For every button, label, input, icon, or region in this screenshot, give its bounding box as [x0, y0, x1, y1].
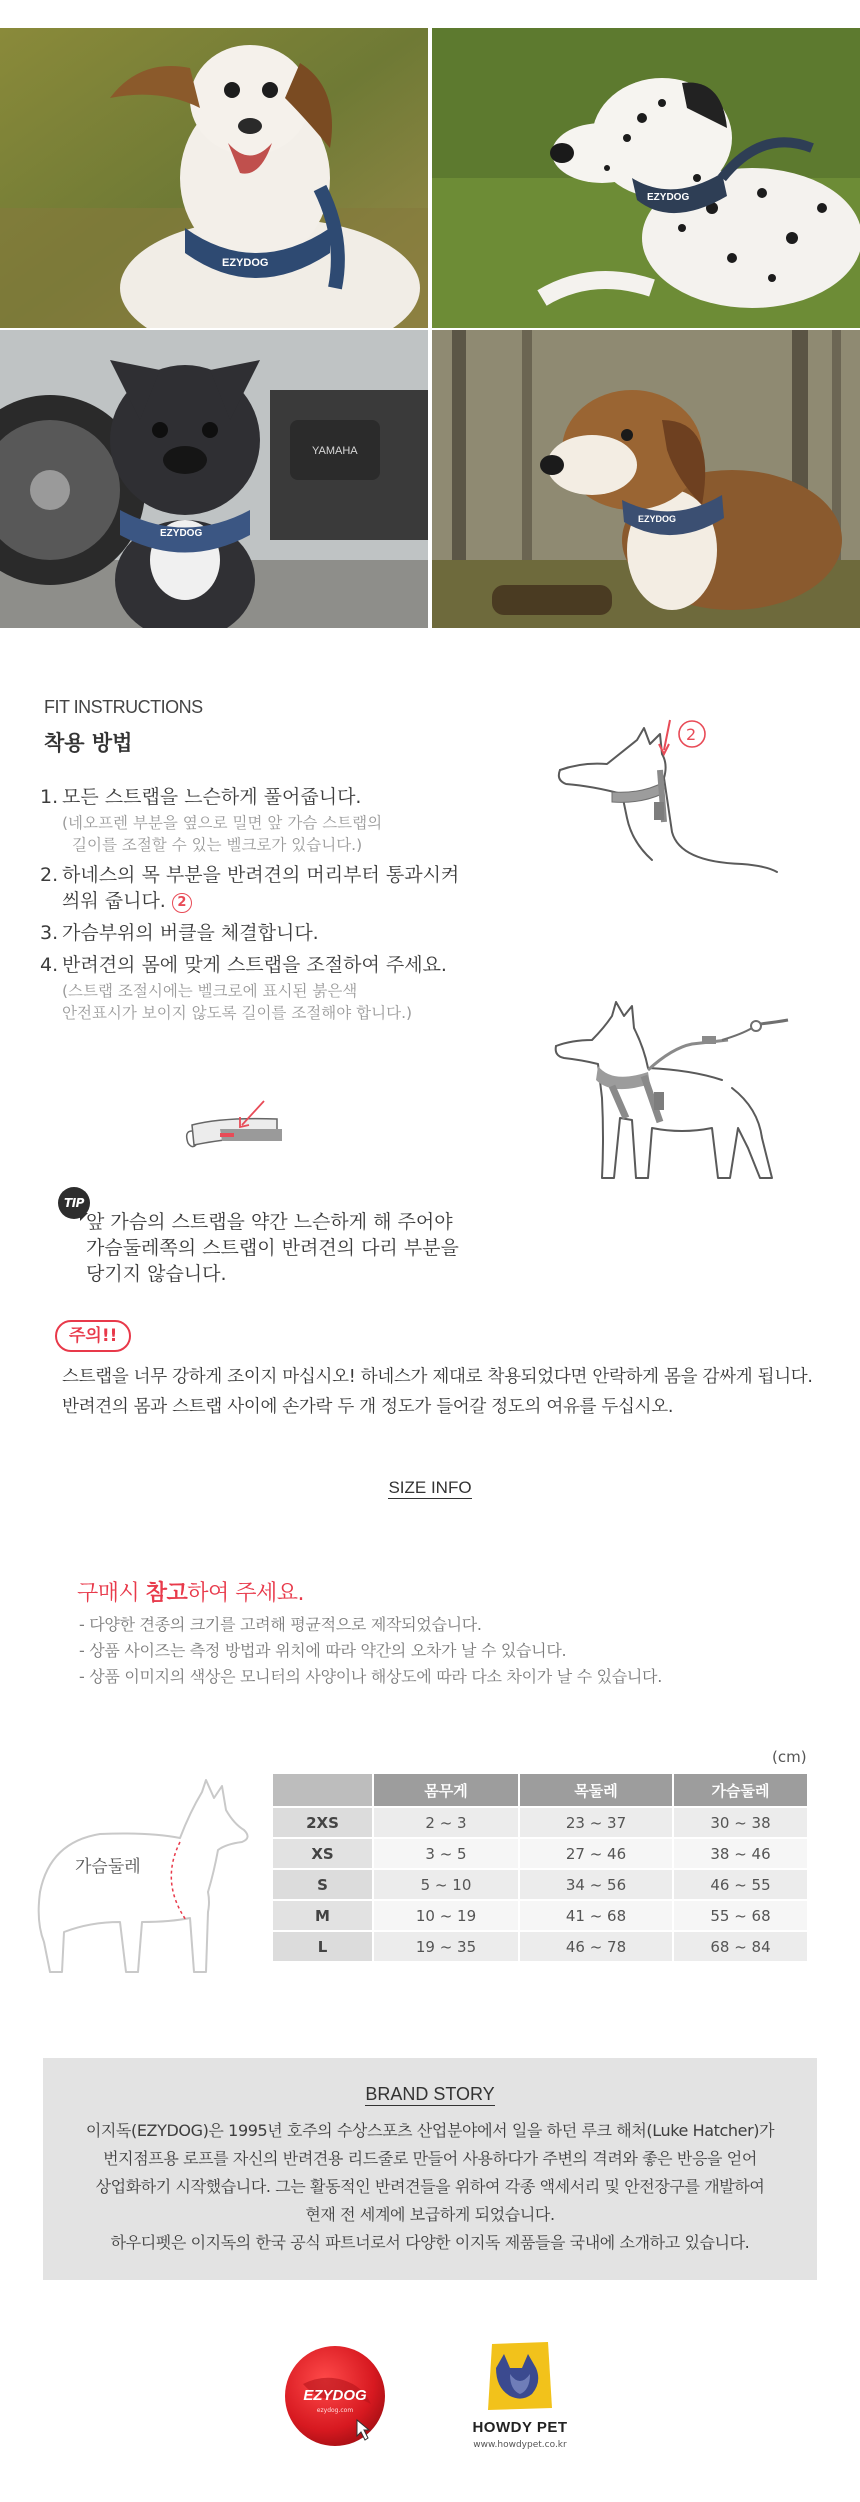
- photo-beagle-forest: [432, 330, 860, 628]
- tip-line: 당기지 않습니다.: [86, 1263, 227, 1285]
- neck-cell: 23 ~ 37: [519, 1807, 673, 1838]
- brand-story-line: 이지독(EZYDOG)은 1995년 호주의 수상스포츠 산업분야에서 일을 하던 루크 해처(Luke Hatcher)가: [85, 2121, 775, 2140]
- size-table-header-cell: [273, 1774, 373, 1807]
- fit-step-1: [40, 784, 560, 856]
- brand-story-line: 현재 전 세계에 보급하게 되었습니다.: [305, 2205, 555, 2224]
- fit-step-2: [40, 862, 560, 914]
- size-table-row: [273, 1838, 807, 1869]
- brand-story-line: 하우디펫은 이지독의 한국 공식 파트너로서 다양한 이지독 제품들을 국내에 소개하고 있습니다.: [110, 2233, 750, 2252]
- size-cell: XS: [273, 1838, 373, 1869]
- ezydog-logo[interactable]: [283, 2344, 387, 2448]
- harness-brand-text-4: EZYDOG: [638, 514, 677, 524]
- notice-item: - 다양한 견종의 크기를 고려해 평균적으로 제작되었습니다.: [79, 1615, 482, 1634]
- strap-closeup-figure: [182, 1095, 302, 1165]
- tip-badge: TIP: [58, 1187, 90, 1219]
- size-info-heading-text: SIZE INFO: [388, 1478, 472, 1497]
- step-text: 반려견의 몸에 맞게 스트랩을 조절하여 주세요.: [62, 954, 447, 976]
- size-info-heading: [0, 1478, 860, 1498]
- brand-story-line: 상업화하기 시작했습니다. 그는 활동적인 반려견들을 위하여 각종 액세서리 및 안전장구를 개발하여: [95, 2177, 765, 2196]
- size-cell: 2XS: [273, 1807, 373, 1838]
- neck-cell: 27 ~ 46: [519, 1838, 673, 1869]
- brand-story-body: [43, 2117, 817, 2257]
- harness-brand-text-3: EZYDOG: [160, 528, 203, 539]
- step-marker-badge: 2: [172, 893, 192, 913]
- fit-instructions-title: 착용 방법: [44, 731, 133, 755]
- chest-girth-label: 가슴둘레: [75, 1857, 141, 1877]
- step-number: 1.: [40, 786, 59, 808]
- neck-cell: 41 ~ 68: [519, 1900, 673, 1931]
- figure-marker-number: 2: [686, 725, 697, 744]
- brand-story-title: [43, 2084, 817, 2105]
- size-table: [273, 1774, 807, 1963]
- step-text: 모든 스트랩을 느슨하게 풀어줍니다.: [62, 786, 362, 808]
- chest-cell: 55 ~ 68: [673, 1900, 807, 1931]
- step-text: 하네스의 목 부분을 반려견의 머리부터 통과시켜: [62, 864, 460, 886]
- ezydog-logo-subtext: ezydog.com: [316, 2407, 354, 2414]
- harness-brand-text: EZYDOG: [222, 257, 269, 269]
- size-table-row: [273, 1900, 807, 1931]
- photo-dog-grass: [0, 28, 428, 328]
- neck-cell: 46 ~ 78: [519, 1931, 673, 1962]
- weight-cell: 19 ~ 35: [373, 1931, 519, 1962]
- size-cell: M: [273, 1900, 373, 1931]
- notice-title-part: 구매시: [77, 1581, 146, 1606]
- chest-measure-figure: [30, 1772, 260, 1982]
- size-table-row: [273, 1931, 807, 1962]
- size-table-header-cell: 가슴둘레: [673, 1774, 807, 1807]
- howdypet-url[interactable]: www.howdypet.co.kr: [473, 2440, 567, 2450]
- chest-cell: 38 ~ 46: [673, 1838, 807, 1869]
- brand-story-box: [43, 2058, 817, 2280]
- step-note-line: (네오프렌 부분을 옆으로 밀면 앞 가슴 스트랩의: [62, 814, 383, 832]
- step-note-line: 안전표시가 보이지 않도록 길이를 조절해야 합니다.): [62, 1004, 413, 1022]
- brand-story-title-text: BRAND STORY: [365, 2084, 495, 2104]
- size-table-header-row: [273, 1774, 807, 1807]
- size-table-row: [273, 1869, 807, 1900]
- howdypet-logo[interactable]: [470, 2338, 570, 2470]
- tip-line: 앞 가슴의 스트랩을 약간 느슨하게 해 주어야: [86, 1211, 453, 1233]
- howdypet-name: HOWDY PET: [472, 2419, 568, 2436]
- size-cell: L: [273, 1931, 373, 1962]
- step-note-line: 길이를 조절할 수 있는 벨크로가 있습니다.): [72, 836, 363, 854]
- brand-story-line: 번지점프용 로프를 자신의 반려견용 리드줄로 만들어 사용하다가 주변의 격려와 좋은 반응을 얻어: [103, 2149, 757, 2168]
- warning-line: 스트랩을 너무 강하게 조이지 마십시오! 하네스가 제대로 착용되었다면 안락하게 몸을 감싸게 됩니다.: [62, 1367, 813, 1387]
- warning-text: [62, 1362, 822, 1422]
- harness-brand-text-2: EZYDOG: [647, 192, 690, 203]
- purchase-notice-title: [77, 1576, 304, 1607]
- step-text: 가슴부위의 버클을 체결합니다.: [62, 922, 319, 944]
- purchase-notice-list: [79, 1612, 779, 1690]
- chest-cell: 30 ~ 38: [673, 1807, 807, 1838]
- notice-title-bold: 참고: [145, 1581, 188, 1606]
- warning-line: 반려견의 몸과 스트랩 사이에 손가락 두 개 정도가 들어갈 정도의 여유를 두십시오.: [62, 1397, 674, 1417]
- step-note-line: (스트랩 조절시에는 벨크로에 표시된 붉은색: [62, 982, 358, 1000]
- motorcycle-brand-text: YAMAHA: [312, 445, 358, 457]
- dog-body-figure: [552, 988, 792, 1188]
- size-table-header-cell: 몸무게: [373, 1774, 519, 1807]
- fit-instructions-eyebrow: FIT INSTRUCTIONS: [44, 697, 203, 717]
- tip-line: 가슴둘레쪽의 스트랩이 반려견의 다리 부분을: [86, 1237, 459, 1259]
- dog-head-figure: [552, 712, 792, 892]
- tip-text: [86, 1209, 506, 1287]
- weight-cell: 5 ~ 10: [373, 1869, 519, 1900]
- photo-bulldog-motorcycle: [0, 330, 428, 628]
- weight-cell: 3 ~ 5: [373, 1838, 519, 1869]
- step-text-continued: 씌워 줍니다.: [62, 890, 166, 912]
- chest-cell: 68 ~ 84: [673, 1931, 807, 1962]
- notice-item: - 상품 사이즈는 측정 방법과 위치에 따라 약간의 오차가 날 수 있습니다.: [79, 1641, 567, 1660]
- weight-cell: 2 ~ 3: [373, 1807, 519, 1838]
- size-cell: S: [273, 1869, 373, 1900]
- fit-step-4: [40, 952, 560, 1024]
- step-number: 4.: [40, 954, 59, 976]
- weight-cell: 10 ~ 19: [373, 1900, 519, 1931]
- product-photo-grid: [0, 28, 860, 628]
- unit-label: (cm): [772, 1748, 807, 1766]
- notice-item: - 상품 이미지의 색상은 모니터의 사양이나 해상도에 따라 다소 차이가 날 수 있습니다.: [79, 1667, 662, 1686]
- size-table-row: [273, 1807, 807, 1838]
- size-table-header-cell: 목둘레: [519, 1774, 673, 1807]
- chest-cell: 46 ~ 55: [673, 1869, 807, 1900]
- fit-steps-list: [40, 784, 560, 1030]
- notice-title-part: 하여 주세요.: [187, 1581, 305, 1606]
- fit-step-3: [40, 920, 560, 946]
- step-number: 2.: [40, 864, 59, 886]
- neck-cell: 34 ~ 56: [519, 1869, 673, 1900]
- ezydog-logo-text: EZYDOG: [303, 2387, 367, 2404]
- step-number: 3.: [40, 922, 59, 944]
- warning-badge: 주의!!: [55, 1320, 131, 1352]
- photo-dalmatian: [432, 28, 860, 328]
